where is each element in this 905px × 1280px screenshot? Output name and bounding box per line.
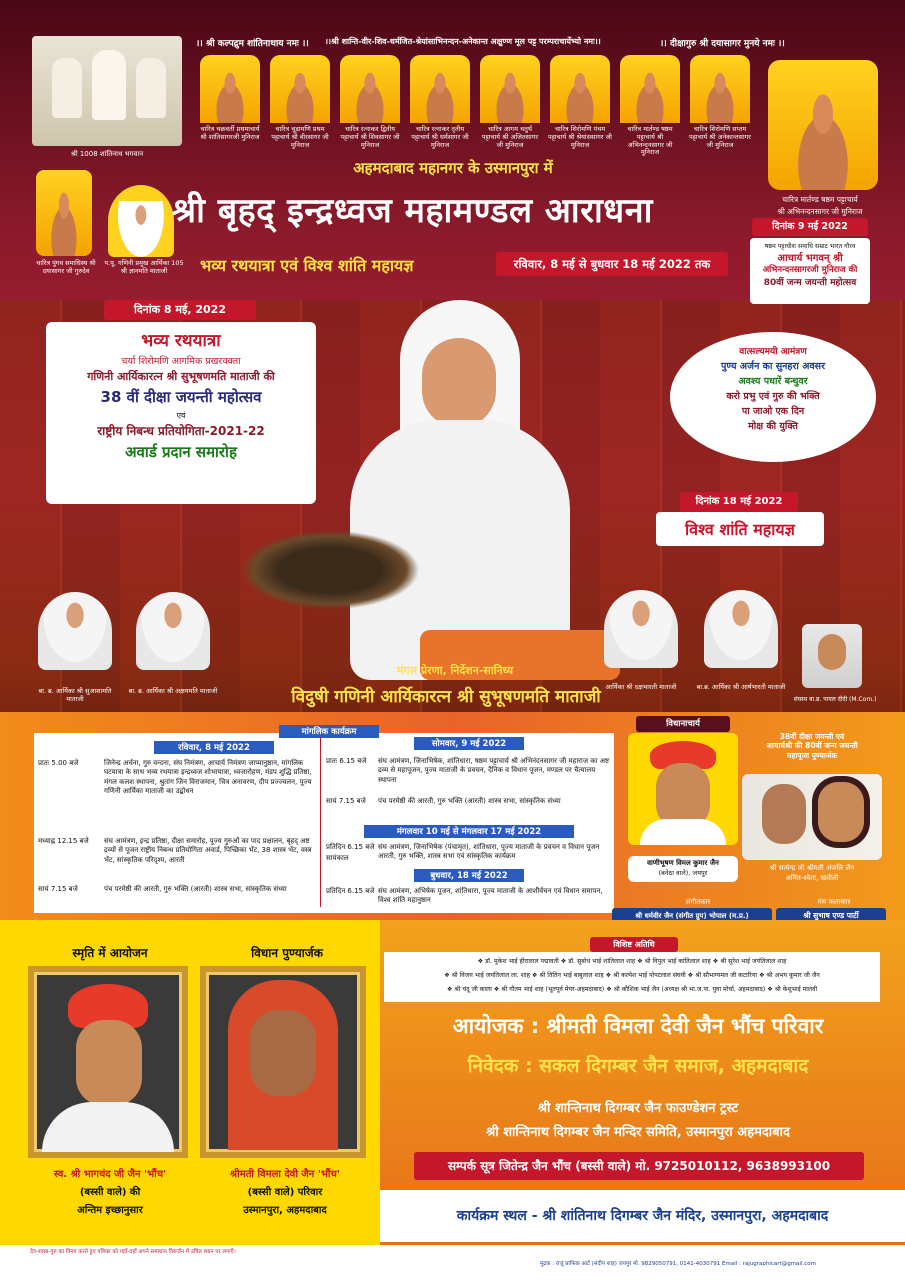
left-event-line5: राष्ट्रीय निबन्ध प्रतियोगिता-2021-22 [97,424,265,438]
bhagwan-image [32,36,182,146]
venue: कार्यक्रम स्थल - श्री शांतिनाथ दिगम्बर जैन मंदिर, उस्मानपुरा, अहमदाबाद [456,1208,829,1224]
city-line: अहमदाबाद महानगर के उस्मानपुरा में [353,159,553,177]
punyarjak-line2: आचार्यश्री की 80वीं जन्म जयन्ती [766,741,858,751]
acharya-caption-7: चारित्र मार्तण्ड षष्ठम पट्टाचार्य श्री अभिनन्दनसागर जी मुनिराज [627,125,673,157]
top-banner-2: ।।श्री शान्ति-वीर-शिव-धर्मजित-श्रेयांसाभिनन्दन-अनेकान्त अक्षुण्ण मूल पट्ट परम्पराचार्येभ्यो नमः।। [325,37,601,46]
acharya-caption-8: चारित्र शिरोमणि सप्तम पट्टाचार्य श्री अनेकान्तसागर जी मुनिराज [689,125,751,149]
guests-row1: ❖ डॉ. मुकेश भाई हीरालाल पद्मावती ❖ डॉ. सुबोध भाई शांतिलाल शाह ❖ श्री विपुल भाई कांतिलाल शाह ❖ श्री सुरेश भाई जयंतिलाल शाह [477,958,787,965]
acharya-caption-3: चारित्र रत्नाकर द्वितीय पट्टाचार्य श्री शिवसागर जी मुनिराज [340,125,400,149]
guests-row2: ❖ श्री विजय भाई जयंतिलाल ला. शाह ❖ श्री तितिन भाई बाबुलाल शाह ❖ श्री कल्पेश भाई पोपटलाल संघवी ❖ श्री सौभाग्यमल जी कटारिया ❖ श्री अभय कुमार जी जैन [444,972,820,979]
schedule-divider [320,737,321,907]
guests-box [384,952,880,1002]
middays-label: मंगलवार 10 मई से मंगलवार 17 मई 2022 [364,825,574,838]
vidhanacharya-namebox [628,856,738,882]
right-event-line3: अभिनन्दनसागरजी मुनिराज की [762,265,858,275]
middays-desc-1: संघ आमंत्रण, जिनाभिषेक (पंचामृत), शांतिधारा, पूज्य माताजी के प्रवचन व विधान पूजन आरती, गुरु भक्ति, शास्त्र सभा एवं सांस्कृतिक कार्यक्रम [378,843,600,861]
wednesday-desc-1: संघ आमंत्रण, अभिषेक पूजन, शांतिधारा, पूज्य माताजी के आशीर्वचन एवं विधान समापन, विश्व शांति महानुष्ठान [378,887,603,905]
left-event-line4: एवं [176,411,186,420]
acharya-photo-1 [200,55,260,123]
footer [0,1245,905,1280]
sunday-desc-1: जिनेन्द्र अर्चना, गुरु वन्दना, संघ निमंत्रण, आचार्य निमंत्रण जाप्यानुष्ठान, मांगलिक घटयात्रा के साथ भव्य रथयात्रा इन्द्रध्वज शोभायात्रा, ध्वजारोहण, मंडप शुद्धि प्रतिष्ठा, मंगल कलश स्थापना, श्रुतांग जिन विराजमान, चित्र अनावरण, दीप प्रज्ज्वलन, पूज्य गणिनी आर्यिका माताजी का उद्बोधन [104,759,312,796]
acharya-photo-7 [620,55,680,123]
nun-caption-right-3: संघस्थ बा.ब्र. पायल दीदी (M.Com.) [793,696,877,703]
sunday-desc-3: पंच परमेष्ठी की आरती, गुरु भक्ति (आरती) शास्त्र सभा, सांस्कृतिक संध्या [104,885,287,893]
acharya-caption-1: चारित्र चक्रवर्ती प्रथमाचार्य श्री शांतिसागरजी मुनिराज [200,125,260,141]
left-guru-caption-1: चारित्र पुंगव समाधिस्थ श्री दयासागर जी गुरुदेव [36,259,96,275]
middays-time-1: प्रतिदिन 6.15 बजे [326,843,375,851]
acharya-photo-6 [550,55,610,123]
music-label1: संगीतकार [685,898,711,906]
left-guru-photo-2 [108,185,174,257]
acharya-photo-3 [340,55,400,123]
vidhanacharya-place: (बनेठा वाले), जयपुर [658,869,708,877]
acharya-caption-4: चारित्र रत्नाकर तृतीय पट्टाचार्य श्री धर्मसागर जी मुनिराज [411,125,469,149]
vidhan-punyarjak-title: विधान पुण्यार्जक [251,946,323,960]
trust2: श्री शान्तिनाथ दिगम्बर जैन मन्दिर समिति, उस्मानपुरा अहमदाबाद [486,1125,790,1140]
right-acharya-caption-2: श्री अभिनन्दनसागर जी मुनिराज [777,207,863,216]
left-guru-caption-2: प.पू. गणिनी प्रमुख आर्यिका 105 श्री ज्ञानमति माताजी [104,259,184,275]
bhagwan-caption: श्री 1008 शांतिनाथ भगवान [70,150,144,158]
sunday-label: रविवार, 8 मई 2022 [154,741,274,754]
punyarjak-line3: महापूजा पुण्यार्जक [786,750,838,760]
music-label2: मंच कलाकार [817,898,851,906]
date-range: रविवार, 8 मई से बुधवार 18 मई 2022 तक [496,252,728,276]
wednesday-label: बुधवार, 18 मई 2022 [414,869,524,882]
vidhanacharya-name: वाणीभूषण विमल कुमार जैन [647,859,719,867]
right-event-box [750,238,870,304]
footer-right: मुद्रक : राजू प्राफिक आर्ट (संदीप शाह) जयपुर मो. 9829050791, 0141-4030791 Email : rajugraphicart@gmail.com [540,1261,816,1267]
memorial-line3: अन्तिम इच्छानुसार [77,1205,143,1216]
sunday-time-2: मध्याह्न 12.15 बजे [38,837,89,845]
left-event-line6: अवार्ड प्रदान समारोह [125,443,237,461]
right-event-line2: आचार्य भगवन् श्री [777,253,843,264]
quote-line1: वात्सल्यमयी आमंत्रण [739,347,807,357]
acharya-photo-4 [410,55,470,123]
quote-line2: पुण्य अर्जन का सुनहरा अवसर [721,361,825,372]
right-event-line1: षष्ठम पट्टाधीश समाधि सम्राट भारत गौरव [764,243,856,250]
left-guru-photo-1 [36,170,92,256]
venue-band [380,1190,905,1242]
right-acharya-photo [768,60,878,190]
quote-line4: करो प्रभु एवं गुरु की भक्ति [726,391,820,402]
sunday-time-1: प्रातः 5.00 बजे [38,759,79,767]
middays-time-2: सायंकाल [326,854,349,862]
left-event-date: दिनांक 8 मई, 2022 [104,300,256,320]
music-name2: श्री सुभाष एण्ड पार्टी [776,908,886,924]
right-event-line4: 80वीं जन्म जयन्ती महोत्सव [763,278,857,288]
schedule-heading: मांगलिक कार्यक्रम [279,725,379,738]
vidhan-punyarjak-photo [200,966,366,1158]
quote-line6: मोक्ष की युक्ति [748,421,798,432]
vidhan-punyarjak-line3: उस्मानपुरा, अहमदाबाद [243,1205,327,1216]
nivedak: निवेदक : सकल दिगम्बर जैन समाज, अहमदाबाद [467,1055,809,1077]
contact: सम्पर्क सूत्र जितेन्द्र जैन भौंच (बस्सी वाले) मो. 9725010112, 9638993100 [414,1152,864,1180]
vidhanacharya-photo [628,733,738,845]
vidhan-punyarjak-line2: (बस्सी वाले) परिवार [247,1187,323,1198]
event18-date: दिनांक 18 मई 2022 [680,492,798,512]
left-event-box [46,322,316,504]
vidhanacharya-title: विधानाचार्य [636,716,730,732]
nun-caption-right-2: बा.ब्र. आर्यिका श्री आर्षभारती माताजी [696,683,786,691]
left-event-title: भव्य रथयात्रा [141,331,221,351]
nun-caption-left-1: बा. ब्र. आर्यिका श्री सुआशामति माताजी [38,687,112,703]
inspiration-line2: विदुषी गणिनी आर्यिकारत्न श्री सुभूषणमति माताजी [291,687,601,707]
memorial-line2: (बस्सी वाले) की [79,1187,141,1198]
sunday-desc-2: संघ आमंत्रण, इन्द्र प्रतिष्ठा, दीक्षा समारोह, पूज्य गुरुओं का पाद प्रक्षालन, बृहद् अष्ट द्रव्यों से पूजन राष्ट्रीय निबन्ध प्रतियोगिता अवार्ड, पिच्छिका भेंट, 38 शास्त्र भेंट, वस्त्र भेंट, सांस्कृतिक परिदृश्य, आरती [104,837,312,864]
monday-desc-1: संघ आमंत्रण, जिनाभिषेक, शांतिधारा, षष्ठम पट्टाचार्य श्री अभिनंदनसागर जी महाराज का अष्ट द्रव्य से महापूजन, पूज्य माताजी के प्रवचन, दैनिक व विधान पूजन, मण्डल पर चैत्यालय स्थापना [378,757,610,784]
wednesday-time-1: प्रतिदिन 6.15 बजे [326,887,375,895]
nun-photo-right-2 [704,590,778,668]
sunday-time-3: सायं 7.15 बजे [38,885,78,893]
acharya-caption-6: चारित्र शिरोमणि पंचम पट्टाचार्य श्री श्रेयांससागर जी मुनिराज [548,125,612,149]
subtitle: भव्य रथयात्रा एवं विश्व शांति महायज्ञ [200,256,414,275]
quote-line3: अवश्य पधारें बन्धुवर [738,376,808,387]
left-event-line3: 38 वीं दीक्षा जयन्ती महोत्सव [100,388,262,406]
main-title: श्री बृहद् इन्द्रध्वज महामण्डल आराधना [172,191,653,231]
nun-photo-left-1 [38,592,112,670]
acharya-caption-2: चारित्र चूड़ामणि प्रथम पट्टाचार्य श्री वीरसागर जी मुनिराज [271,125,329,149]
top-banner-3: ।। दीक्षागुरु श्री दयासागर मुनये नमः ।। [660,39,785,49]
inspiration-line1: मंगल प्रेरणा, निर्देशन-सानिध्य [396,664,514,677]
left-event-line2: गणिनी आर्यिकारत्न श्री सुभूषणमति माताजी की [87,370,275,383]
guests-title: विशिष्ट अतिथि [590,937,678,952]
punyarjak-photo [742,774,882,860]
event18-box [656,512,824,546]
nun-caption-right-1: आर्यिका श्री दक्षभारती माताजी [605,683,677,691]
monday-desc-2: पंच परमेष्ठी की आरती, गुरु भक्ति (आरती) शास्त्र सभा, सांस्कृतिक संध्या [378,797,561,805]
acharya-photo-2 [270,55,330,123]
nun-caption-left-2: बा. ब्र. आर्यिका श्री अक्षयमति माताजी [128,687,218,695]
nun-photo-right-1 [604,590,678,668]
quote-line5: पा जाओ एक दिन [741,406,805,417]
memorial-title: स्मृति में आयोजन [72,946,148,960]
guests-row3: ❖ श्री चंदू जी काला ❖ श्री गौतम भाई शाह (भूतपूर्व मेयर-अहमदाबाद) ❖ श्री कौशिक भाई जैन (अध्यक्ष श्री भा.ज.पा. युवा मोर्चा, अहमदाबाद) ❖ श्री केशुभाई मालवी [446,986,818,993]
central-mataji-photo [330,300,590,690]
nun-photo-left-2 [136,592,210,670]
acharya-photo-5 [480,55,540,123]
monday-time-2: सायं 7.15 बजे [326,797,366,805]
punyarjak-couple: श्री सत्येन्द्र जी श्रीमती अंजलि जैन [769,864,855,872]
monday-time-1: प्रातः 6.15 बजे [326,757,367,765]
event18-title: विश्व शांति महायज्ञ [685,520,795,539]
left-event-line1: चर्या शिरोमणि आगमिक प्रखरवक्ता [121,356,241,367]
trust1: श्री शान्तिनाथ दिगम्बर जैन फाउण्डेशन ट्रस्ट [537,1101,739,1116]
didi-photo [802,624,862,688]
vidhan-punyarjak-name: श्रीमती विमला देवी जैन 'भौंच' [230,1169,340,1180]
acharya-caption-5: चारित्र आगम चतुर्थ पट्टाचार्य श्री अजितसागर जी मुनिराज [481,125,539,149]
right-event-date: दिनांक 9 मई 2022 [752,218,868,236]
punyarjak-text [752,732,872,760]
music-name1: श्री धर्मवीर जैन (संगीत ग्रुप) भोपाल (म.प्र.) [612,908,772,924]
acharya-photo-8 [690,55,750,123]
organizer: आयोजक : श्रीमती विमला देवी जैन भौंच परिवार [452,1014,824,1038]
punyarjak-line1: 38वीं दीक्षा जयन्ती एवं [779,732,845,741]
quote-box [670,332,876,462]
schedule-box [34,727,614,913]
top-banner-1: ।। श्री कल्पद्रुम शांतिनाथाय नमः ।। [196,39,309,49]
footer-left: देव-शास्त्र-गुरु का विनय करते हुए पत्रिका को यहाँ-वहाँ अपने समाधान विसर्जन में उचित स्थान पर लगाएँ। [30,1249,236,1255]
memorial-name: स्व. श्री भागचंद जी जैन 'भौंच' [53,1169,167,1180]
monday-label: सोमवार, 9 मई 2022 [414,737,524,750]
memorial-photo [28,966,188,1158]
punyarjak-couple-place: अमित-श्वेता, खतौली [785,874,839,882]
right-acharya-caption-1: चारित्र मार्तण्ड षष्ठम पट्टाचार्य [782,195,858,204]
